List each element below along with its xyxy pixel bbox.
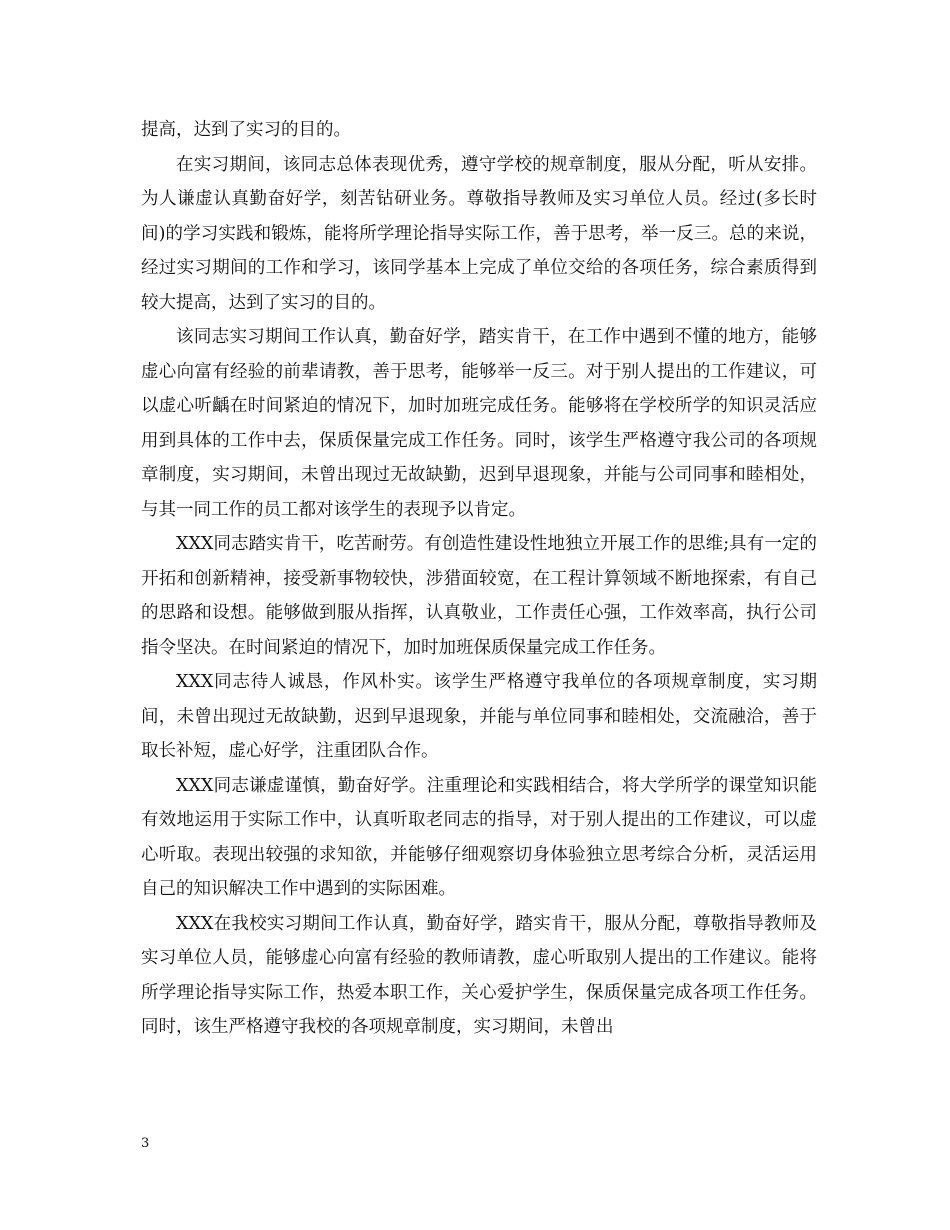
paragraph: XXX同志踏实肯干，吃苦耐劳。有创造性建设性地独立开展工作的思维;具有一定的开拓和创新精神，接受新事物较快，涉猎面较宽，在工程计算领域不断地探索，有自己的思路和设想。能够做到服从指挥，认真敬业，工作责任心强，工作效率高，执行公司指令坚决。在时间紧迫的情况下，加时加班保质保量完成工作任务。	[141, 534, 817, 658]
paragraph-continuation: 提高，达到了实习的目的。	[141, 120, 351, 140]
paragraph: 该同志实习期间工作认真，勤奋好学，踏实肯干，在工作中遇到不懂的地方，能够虚心向富有经验的前辈请教，善于思考，能够举一反三。对于别人提出的工作建议，可以虚心听齲在时间紧迫的情况下，加时加班完成任务。能够将在学校所学的知识灵活应用到具体的工作中去，保质保量完成工作任务。同时，该学生严格遵守我公司的各项规章制度，实习期间，未曾出现过无故缺勤，迟到早退现象，并能与公司同事和睦相处，与其一同工作的员工都对该学生的表现予以肯定。	[141, 327, 817, 520]
paragraph: XXX同志待人诚恳，作风朴实。该学生严格遵守我单位的各项规章制度，实习期间，未曾出现过无故缺勤，迟到早退现象，并能与单位同事和睦相处，交流融洽，善于取长补短，虚心好学，注重团队合作。	[141, 672, 817, 761]
paragraph: XXX同志谦虚谨慎，勤奋好学。注重理论和实践相结合，将大学所学的课堂知识能有效地运用于实际工作中，认真听取老同志的指导，对于别人提出的工作建议，可以虚心听取。表现出较强的求知欲，并能够仔细观察切身体验独立思考综合分析，灵活运用自己的知识解决工作中遇到的实际困难。	[141, 775, 817, 899]
page-number: 3	[141, 1136, 150, 1151]
paragraph: XXX在我校实习期间工作认真，勤奋好学，踏实肯干，服从分配，尊敬指导教师及实习单位人员，能够虚心向富有经验的教师请教，虚心听取别人提出的工作建议。能将所学理论指导实际工作，热爱本职工作，关心爱护学生，保质保量完成各项工作任务。同时，该生严格遵守我校的各项规章制度，实习期间，未曾出	[141, 913, 817, 1037]
document-body	[141, 113, 817, 1045]
paragraph: 在实习期间，该同志总体表现优秀，遵守学校的规章制度，服从分配，听从安排。为人谦虚认真勤奋好学，刻苦钻研业务。尊敬指导教师及实习单位人员。经过(多长时间)的学习实践和锻炼，能将所学理论指导实际工作，善于思考，举一反三。总的来说，经过实习期间的工作和学习，该同学基本上完成了单位交给的各项任务，综合素质得到较大提高，达到了实习的目的。	[141, 154, 817, 313]
